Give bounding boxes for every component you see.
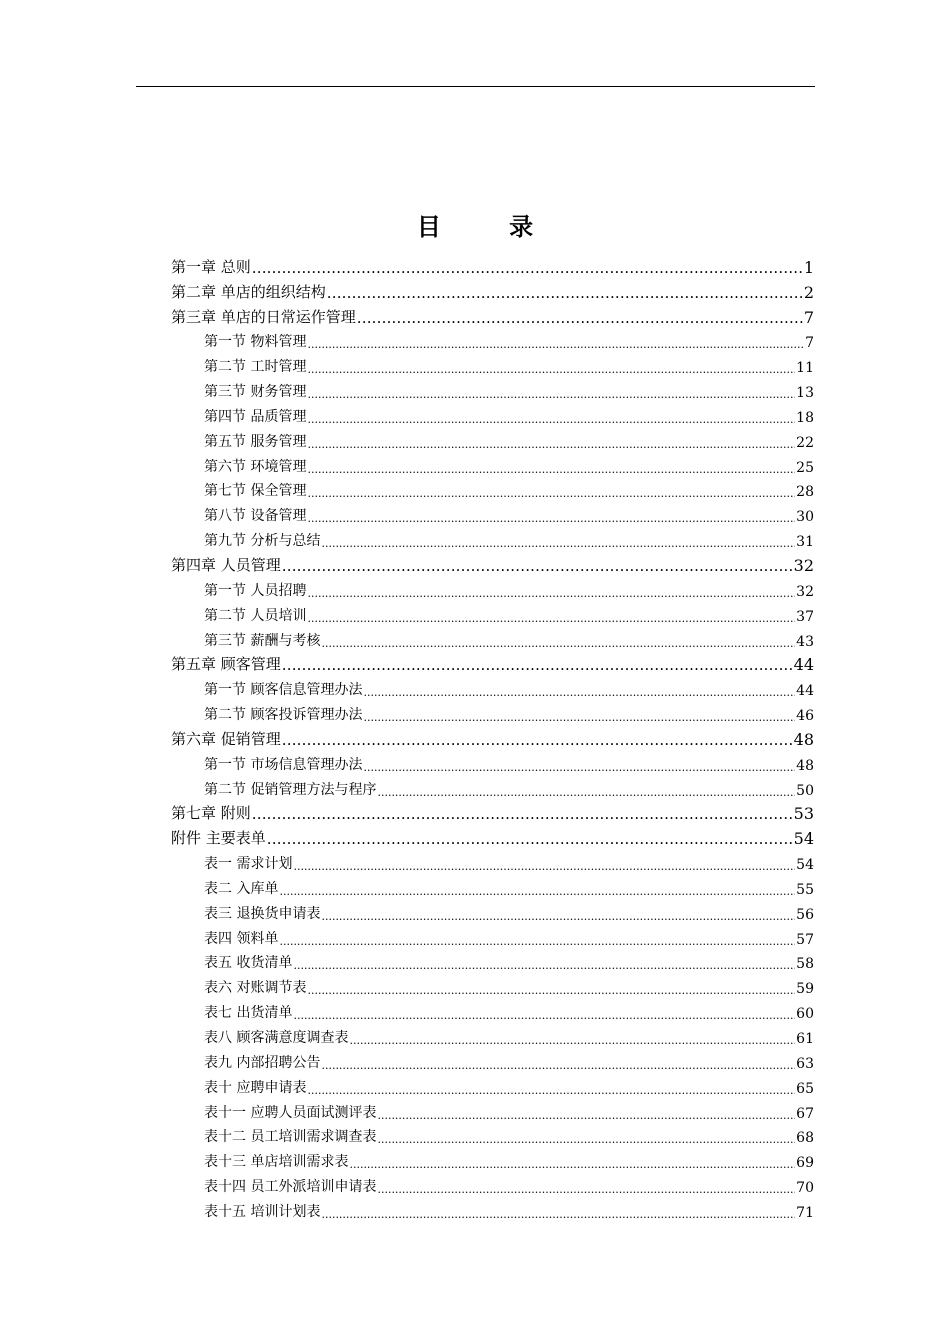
- toc-entry-label: 表五 收货清单: [204, 955, 293, 972]
- toc-page-number: 54: [793, 829, 814, 849]
- toc-page-number: 7: [803, 307, 814, 327]
- toc-dot-leader: [307, 388, 795, 401]
- toc-dot-leader: [321, 537, 795, 550]
- toc-entry-label: 表三 退换货申请表: [204, 905, 321, 922]
- toc-dot-leader: [252, 805, 793, 823]
- toc-dot-leader: [307, 612, 795, 625]
- toc-entry-label: 第一节 市场信息管理办法: [204, 756, 363, 773]
- toc-page-number: 32: [796, 583, 814, 600]
- toc-section-entry[interactable]: [171, 426, 814, 451]
- toc-section-entry[interactable]: [171, 873, 814, 898]
- toc-entry-label: 第九节 分析与总结: [204, 533, 321, 550]
- toc-section-entry[interactable]: [171, 1022, 814, 1047]
- toc-entry-label: 第五节 服务管理: [204, 433, 307, 450]
- toc-dot-leader: [363, 686, 795, 699]
- toc-dot-leader: [307, 512, 795, 525]
- toc-section-entry[interactable]: [171, 575, 814, 600]
- toc-page-number: 11: [796, 360, 814, 377]
- toc-section-entry[interactable]: [171, 451, 814, 476]
- toc-page-number: 22: [796, 434, 814, 451]
- toc-dot-leader: [377, 1183, 795, 1196]
- toc-page-number: 2: [803, 282, 814, 302]
- toc-entry-label: 第二章 单店的组织结构: [171, 282, 326, 301]
- toc-page-number: 61: [796, 1031, 814, 1047]
- toc-section-entry[interactable]: [171, 1122, 814, 1147]
- toc-dot-leader: [307, 438, 795, 451]
- toc-entry-label: 表十三 单店培训需求表: [204, 1154, 349, 1171]
- toc-dot-leader: [282, 656, 793, 674]
- toc-entry-label: 第二节 顾客投诉管理办法: [204, 707, 363, 724]
- toc-entry-label: 第七节 保全管理: [204, 483, 307, 500]
- toc-chapter-entry[interactable]: [171, 302, 814, 327]
- toc-dot-leader: [282, 731, 793, 749]
- toc-entry-label: 第六章 促销管理: [171, 729, 281, 748]
- toc-page-number: 28: [796, 484, 814, 501]
- toc-entry-label: 第一节 人员招聘: [204, 582, 307, 599]
- toc-page-number: 60: [796, 1006, 814, 1023]
- toc-entry-label: 第七章 附则: [171, 804, 251, 823]
- toc-entry-label: 表二 入库单: [204, 880, 279, 897]
- toc-entry-label: 表十一 应聘人员面试测评表: [204, 1104, 377, 1121]
- toc-section-entry[interactable]: [171, 948, 814, 973]
- toc-section-entry[interactable]: [171, 774, 814, 799]
- toc-section-entry[interactable]: [171, 1171, 814, 1196]
- toc-page-number: 65: [796, 1080, 814, 1097]
- header-rule: [136, 86, 815, 87]
- toc-dot-leader: [307, 413, 795, 426]
- toc-dot-leader: [293, 1009, 795, 1022]
- toc-page-number: 63: [796, 1055, 814, 1072]
- toc-entry-label: 第四章 人员管理: [171, 555, 281, 574]
- toc-dot-leader: [279, 885, 795, 898]
- toc-section-entry[interactable]: [171, 500, 814, 525]
- toc-dot-leader: [307, 338, 804, 351]
- toc-section-entry[interactable]: [171, 376, 814, 401]
- toc-dot-leader: [377, 786, 795, 799]
- toc-entry-label: 第一节 顾客信息管理办法: [204, 682, 363, 699]
- toc-dot-leader: [307, 363, 795, 376]
- toc-page-number: 69: [796, 1155, 814, 1172]
- toc-dot-leader: [279, 935, 795, 948]
- toc-section-entry[interactable]: [171, 1047, 814, 1072]
- toc-section-entry[interactable]: [171, 525, 814, 550]
- toc-dot-leader: [252, 259, 803, 277]
- toc-entry-label: 第二节 促销管理方法与程序: [204, 781, 377, 798]
- toc-dot-leader: [267, 830, 793, 848]
- toc-section-entry[interactable]: [171, 1072, 814, 1097]
- toc-chapter-entry[interactable]: [171, 650, 814, 675]
- toc-page-number: 59: [796, 981, 814, 998]
- toc-page-number: 43: [796, 633, 814, 650]
- toc-page-number: 70: [796, 1180, 814, 1197]
- toc-entry-label: 表八 顾客满意度调查表: [204, 1030, 349, 1046]
- toc-section-entry[interactable]: [171, 972, 814, 997]
- toc-chapter-entry[interactable]: [171, 823, 814, 848]
- toc-section-entry[interactable]: [171, 476, 814, 501]
- toc-entry-label: 表十四 员工外派培训申请表: [204, 1179, 377, 1196]
- toc-entry-label: 附件 主要表单: [171, 829, 266, 848]
- toc-section-entry[interactable]: [171, 699, 814, 724]
- toc-dot-leader: [307, 487, 795, 500]
- toc-entry-label: 表六 对账调节表: [204, 980, 307, 997]
- toc-entry-label: 第六节 环境管理: [204, 458, 307, 475]
- toc-section-entry[interactable]: [171, 898, 814, 923]
- toc-section-entry[interactable]: [171, 1146, 814, 1171]
- toc-section-entry[interactable]: [171, 1097, 814, 1122]
- toc-entry-label: 第一章 总则: [171, 257, 251, 276]
- toc-page-number: 50: [796, 782, 814, 799]
- toc-page-number: 30: [796, 509, 814, 526]
- toc-section-entry[interactable]: [171, 997, 814, 1022]
- toc-page-number: 53: [793, 804, 814, 824]
- toc-entry-label: 表十 应聘申请表: [204, 1079, 307, 1096]
- toc-entry-label: 第八节 设备管理: [204, 508, 307, 525]
- toc-section-entry[interactable]: [171, 625, 814, 650]
- toc-page-number: 18: [796, 409, 814, 426]
- toc-section-entry[interactable]: [171, 923, 814, 948]
- toc-dot-leader: [377, 1133, 795, 1146]
- toc-dot-leader: [349, 1158, 795, 1171]
- toc-dot-leader: [321, 1059, 795, 1072]
- toc-page-number: 37: [796, 608, 814, 625]
- toc-dot-leader: [307, 984, 795, 997]
- toc-section-entry[interactable]: [171, 351, 814, 376]
- toc-page-number: 32: [793, 555, 814, 575]
- toc-dot-leader: [327, 284, 803, 302]
- toc-dot-leader: [307, 1084, 795, 1097]
- toc-page-number: 68: [796, 1130, 814, 1147]
- toc-page-number: 7: [805, 335, 814, 352]
- toc-page-number: 71: [796, 1204, 814, 1221]
- toc-chapter-entry[interactable]: [171, 550, 814, 575]
- toc-entry-label: 表九 内部招聘公告: [204, 1054, 321, 1071]
- toc-chapter-entry[interactable]: [171, 799, 814, 824]
- toc-chapter-entry[interactable]: [171, 252, 814, 277]
- toc-page-number: 54: [796, 857, 814, 874]
- toc-entry-label: 第五章 顾客管理: [171, 655, 281, 674]
- toc-page-number: 57: [796, 931, 814, 948]
- toc-page-number: 56: [796, 906, 814, 923]
- toc-page-number: 1: [803, 257, 814, 277]
- toc-dot-leader: [321, 1208, 795, 1221]
- toc-page-number: 13: [796, 385, 814, 402]
- toc-dot-leader: [307, 587, 795, 600]
- toc-entry-label: 第三章 单店的日常运作管理: [171, 307, 356, 326]
- toc-dot-leader: [321, 910, 795, 923]
- table-of-contents: [171, 252, 814, 1221]
- toc-chapter-entry[interactable]: [171, 724, 814, 749]
- toc-entry-label: 表十五 培训计划表: [204, 1203, 321, 1220]
- toc-chapter-entry[interactable]: [171, 277, 814, 302]
- toc-page-number: 44: [796, 683, 814, 700]
- toc-page-number: 31: [796, 534, 814, 551]
- toc-dot-leader: [363, 711, 795, 724]
- toc-section-entry[interactable]: [171, 1196, 814, 1221]
- toc-dot-leader: [293, 959, 795, 972]
- toc-section-entry[interactable]: [171, 749, 814, 774]
- toc-page-number: 46: [796, 708, 814, 725]
- toc-entry-label: 第二节 工时管理: [204, 359, 307, 376]
- toc-page-number: 67: [796, 1105, 814, 1122]
- toc-dot-leader: [349, 1034, 795, 1047]
- toc-dot-leader: [307, 463, 795, 476]
- toc-page-number: 55: [796, 881, 814, 898]
- toc-entry-label: 表七 出货清单: [204, 1005, 293, 1022]
- toc-page-number: 44: [793, 655, 814, 675]
- toc-page-number: 48: [793, 729, 814, 749]
- toc-entry-label: 第一节 物料管理: [204, 334, 307, 351]
- toc-dot-leader: [282, 557, 793, 575]
- toc-section-entry[interactable]: [171, 848, 814, 873]
- toc-page-number: 25: [796, 459, 814, 476]
- toc-section-entry[interactable]: [171, 327, 814, 352]
- toc-dot-leader: [377, 1109, 795, 1122]
- toc-entry-label: 表一 需求计划: [204, 856, 293, 873]
- toc-page-number: 48: [796, 757, 814, 774]
- toc-section-entry[interactable]: [171, 401, 814, 426]
- toc-dot-leader: [363, 761, 795, 774]
- toc-entry-label: 第二节 人员培训: [204, 607, 307, 624]
- toc-section-entry[interactable]: [171, 600, 814, 625]
- toc-page-number: 58: [796, 956, 814, 973]
- toc-section-entry[interactable]: [171, 674, 814, 699]
- toc-dot-leader: [293, 860, 795, 873]
- toc-dot-leader: [321, 637, 795, 650]
- toc-entry-label: 表四 领料单: [204, 930, 279, 947]
- toc-entry-label: 第四节 品质管理: [204, 408, 307, 425]
- toc-entry-label: 第三节 财务管理: [204, 384, 307, 401]
- toc-dot-leader: [357, 309, 803, 327]
- page-title: 目 录: [416, 213, 564, 241]
- toc-entry-label: 第三节 薪酬与考核: [204, 632, 321, 649]
- toc-entry-label: 表十二 员工培训需求调查表: [204, 1129, 377, 1146]
